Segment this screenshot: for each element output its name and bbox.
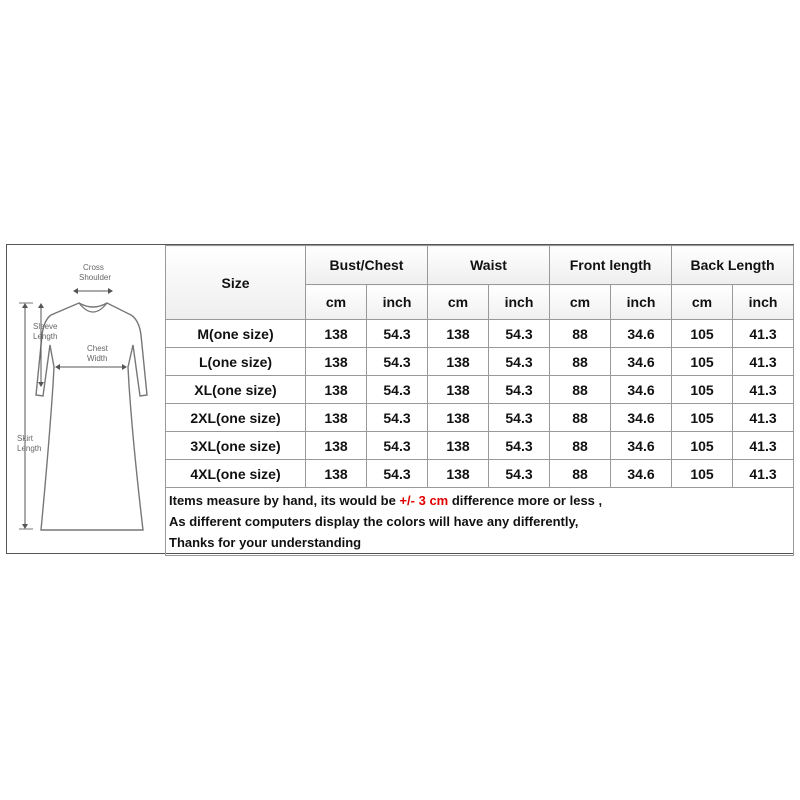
table-row	[166, 404, 794, 432]
unit-header: cm	[550, 285, 611, 320]
value-cell: 88	[550, 320, 611, 348]
size-chart-frame	[6, 244, 794, 554]
value-cell: 41.3	[733, 432, 794, 460]
value-cell: 105	[672, 376, 733, 404]
group-header: Waist	[428, 246, 550, 285]
value-cell: 138	[306, 460, 367, 488]
value-cell: 138	[428, 404, 489, 432]
value-cell: 88	[550, 432, 611, 460]
value-cell: 138	[306, 432, 367, 460]
value-cell: 54.3	[367, 460, 428, 488]
sleeve-length-label-2: Length	[33, 332, 58, 341]
value-cell: 54.3	[489, 348, 550, 376]
value-cell: 138	[428, 432, 489, 460]
value-cell: 54.3	[367, 432, 428, 460]
table-body	[166, 320, 794, 488]
value-cell: 41.3	[733, 376, 794, 404]
table-row	[166, 432, 794, 460]
value-cell: 138	[428, 376, 489, 404]
table-row	[166, 460, 794, 488]
size-cell: M(one size)	[166, 320, 306, 348]
cross-shoulder-label-2: Shoulder	[79, 273, 112, 282]
note-text: difference more or less ,	[448, 493, 603, 508]
value-cell: 105	[672, 460, 733, 488]
unit-header: inch	[489, 285, 550, 320]
table-row	[166, 348, 794, 376]
value-cell: 54.3	[489, 404, 550, 432]
size-header: Size	[166, 246, 306, 320]
value-cell: 54.3	[489, 460, 550, 488]
value-cell: 138	[306, 348, 367, 376]
value-cell: 138	[306, 320, 367, 348]
value-cell: 54.3	[367, 404, 428, 432]
value-cell: 138	[428, 460, 489, 488]
cross-shoulder-label-1: Cross	[83, 263, 104, 272]
value-cell: 34.6	[611, 404, 672, 432]
value-cell: 105	[672, 432, 733, 460]
header-row-groups	[166, 246, 794, 285]
value-cell: 34.6	[611, 348, 672, 376]
value-cell: 41.3	[733, 460, 794, 488]
value-cell: 88	[550, 460, 611, 488]
group-header: Back Length	[672, 246, 794, 285]
chest-width-label-2: Width	[87, 354, 108, 363]
value-cell: 105	[672, 320, 733, 348]
unit-header: cm	[428, 285, 489, 320]
dress-diagram-svg	[7, 245, 165, 553]
value-cell: 105	[672, 404, 733, 432]
value-cell: 54.3	[367, 376, 428, 404]
unit-header: inch	[733, 285, 794, 320]
note-line-1	[169, 490, 790, 511]
value-cell: 34.6	[611, 460, 672, 488]
value-cell: 54.3	[367, 348, 428, 376]
note-line-3: Thanks for your understanding	[169, 535, 362, 550]
unit-header: inch	[367, 285, 428, 320]
value-cell: 88	[550, 376, 611, 404]
size-table	[165, 245, 794, 556]
value-cell: 54.3	[367, 320, 428, 348]
value-cell: 41.3	[733, 348, 794, 376]
tolerance-highlight: +/- 3 cm	[399, 493, 449, 508]
unit-header: cm	[306, 285, 367, 320]
value-cell: 88	[550, 404, 611, 432]
notes-row	[166, 488, 794, 556]
value-cell: 54.3	[489, 320, 550, 348]
value-cell: 41.3	[733, 320, 794, 348]
unit-header: cm	[672, 285, 733, 320]
dress-measurement-diagram	[7, 245, 166, 553]
value-cell: 34.6	[611, 432, 672, 460]
group-header: Front length	[550, 246, 672, 285]
table-row	[166, 376, 794, 404]
notes-cell	[166, 488, 794, 556]
chest-width-label-1: Chest	[87, 344, 108, 353]
value-cell: 41.3	[733, 404, 794, 432]
value-cell: 88	[550, 348, 611, 376]
skirt-length-label-1: Skirt	[17, 434, 33, 443]
value-cell: 105	[672, 348, 733, 376]
sleeve-length-label-1: Sleeve	[33, 322, 58, 331]
size-cell: XL(one size)	[166, 376, 306, 404]
size-cell: 2XL(one size)	[166, 404, 306, 432]
value-cell: 54.3	[489, 432, 550, 460]
value-cell: 138	[306, 404, 367, 432]
size-cell: 3XL(one size)	[166, 432, 306, 460]
value-cell: 138	[428, 320, 489, 348]
note-line-2: As different computers display the colors will have any differently,	[169, 514, 579, 529]
table-row	[166, 320, 794, 348]
value-cell: 54.3	[489, 376, 550, 404]
size-cell: 4XL(one size)	[166, 460, 306, 488]
skirt-length-label-2: Length	[17, 444, 42, 453]
value-cell: 138	[428, 348, 489, 376]
unit-header: inch	[611, 285, 672, 320]
value-cell: 138	[306, 376, 367, 404]
value-cell: 34.6	[611, 320, 672, 348]
size-cell: L(one size)	[166, 348, 306, 376]
note-text: Items measure by hand, its would be	[169, 493, 400, 508]
group-header: Bust/Chest	[306, 246, 428, 285]
value-cell: 34.6	[611, 376, 672, 404]
